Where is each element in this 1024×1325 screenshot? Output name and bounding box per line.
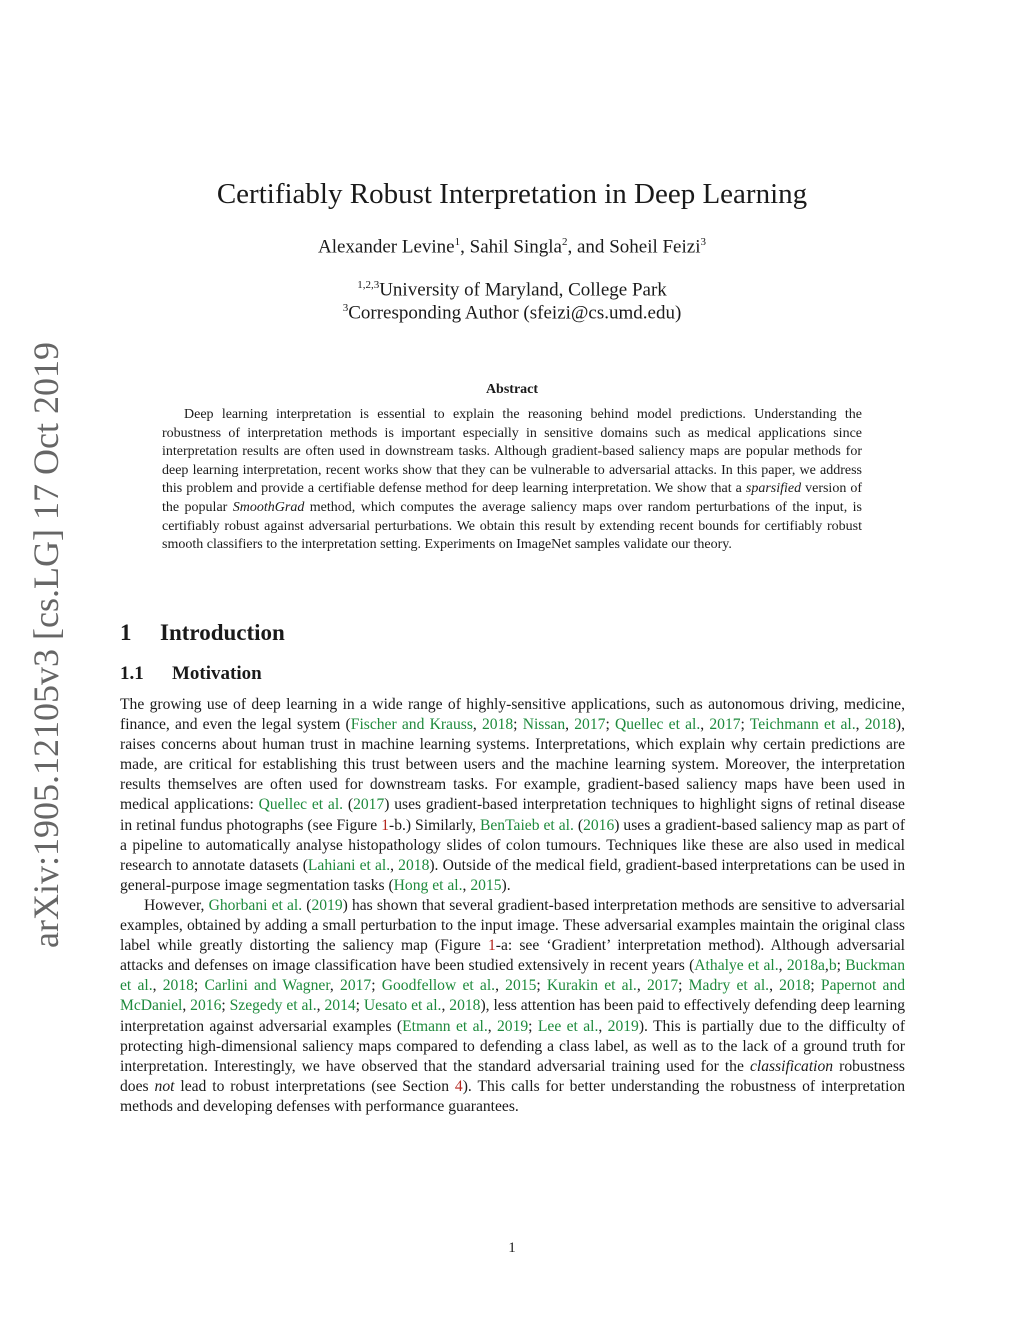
citation-link[interactable]: BenTaieb et al. [479, 816, 574, 834]
citation-link[interactable]: Nissan [522, 716, 566, 734]
citation-link[interactable]: Quellec et al. [258, 796, 344, 814]
subsection-number: 1.1 [120, 663, 144, 684]
body-text [120, 695, 905, 1117]
citation-link[interactable]: 2018 [162, 977, 194, 995]
citation-link[interactable]: 2018 [449, 997, 481, 1015]
author-affiliation-mark: 2 [562, 236, 568, 248]
author-affiliation-mark: 1 [454, 236, 461, 248]
citation-link[interactable]: Lee et al. [537, 1017, 599, 1035]
figure-reference-link[interactable]: 1 [487, 937, 496, 955]
page-number: 1 [508, 1240, 516, 1256]
citation-link[interactable]: Papernot and McDaniel [120, 977, 906, 1015]
affiliation-corresponding-author: $^3$Corresponding Author (sfeizi@cs.umd.edu) [342, 302, 682, 324]
citation-link[interactable]: 2019 [496, 1017, 529, 1035]
citation-link[interactable]: 2017 [340, 977, 372, 995]
author-name: Soheil Feizi [609, 236, 701, 258]
citation-link[interactable]: 2019 [311, 896, 343, 914]
citation-link[interactable]: Ghorbani et al. [208, 896, 303, 914]
citation-link[interactable]: Lahiani et al. [307, 856, 391, 874]
citation-link[interactable]: Madry et al. [688, 977, 770, 995]
subsection-heading [120, 663, 262, 685]
citation-link[interactable]: 2019 [607, 1017, 639, 1035]
arxiv-identifier-stamp: arXiv:1905.12105v3 [cs.LG] 17 Oct 2019 [26, 342, 66, 948]
citation-link[interactable]: Etmann et al. [402, 1017, 488, 1035]
citation-link[interactable]: 2016 [583, 816, 615, 834]
affiliation-university: $^{1,2,3}$University of Maryland, College Park [357, 279, 667, 301]
author-name: Sahil Singla [469, 236, 562, 258]
paragraph: However, Ghorbani et al. (2019) has shown that several gradient-based interpretation methods are sensitive to adversarial examples, obtained by adding a small perturbation to the input image. These adversarial examples maintain the original class label while greatly distorting the saliency map (Figure 1-a: see ‘Gradient’ interpretation method). Although adversarial attacks and defenses on image classification have been studied extensively in recent years (Athalye et al., 2018a,b; Buckman et al., 2018; Carlini and Wagner, 2017; Goodfellow et al., 2015; Kurakin et al., 2017; Madry et al., 2018; Papernot and McDaniel, 2016; Szegedy et al., 2014; Uesato et al., 2018), less attention has been paid to effectively defending deep learning interpretation against adversarial examples (Etmann et al., 2019; Lee et al., 2019). This is partially due to the difficulty of protecting high-dimensional saliency maps compared to defending a class label, as well as to the lack of a ground truth for interpretation. Interestingly, we have observed that the standard adversarial training used for the classification robustness does not lead to robust interpretations (see Section 4). This calls for better understanding the robustness of interpretation methods and developing defenses with performance guarantees. [120, 896, 906, 1115]
citation-link[interactable]: 2017 [709, 716, 741, 734]
paper-title: Certifiably Robust Interpretation in Deep Learning [216, 178, 808, 210]
citation-link[interactable]: b [828, 957, 837, 975]
citation-link[interactable]: Fischer and Krauss [350, 716, 473, 734]
citation-link[interactable]: Quellec et al. [614, 716, 701, 734]
paragraph: The growing use of deep learning in a wide range of highly-sensitive applications, such as autonomous driving, medicine, finance, and even the legal system (Fischer and Krauss, 2018; Nissan, 2017; Quellec et al., 2017; Teichmann et al., 2018), raises concerns about human trust in machine learning systems. Interpretations, which explain why certain predictions are made, are critical for establishing this trust between users and the machine learning system. Moreover, the interpretation results themselves are often used for downstream tasks. For example, gradient-based saliency maps have been used in medical applications: Quellec et al. (2017) uses gradient-based interpretation techniques to highlight signs of retinal disease in retinal fundus photographs (see Figure 1-b.) Similarly, BenTaieb et al. (2016) uses a gradient-based saliency map as part of a pipeline to automatically analyse histopathology slides of colon tumours. Techniques like these are also used in medical research to annotate datasets (Lahiani et al., 2018). Outside of the medical field, gradient-based interpretations can be used in general-purpose image segmentation tasks (Hong et al., 2015). [120, 696, 906, 894]
author-list: Alexander Levine$^1$, Sahil Singla$^2$, and Soheil Feizi$^3$ [317, 236, 706, 258]
citation-link[interactable]: Hong et al. [393, 876, 463, 894]
citation-link[interactable]: Athalye et al. [694, 957, 779, 975]
citation-link[interactable]: 2018a [786, 957, 825, 975]
section-title: Introduction [160, 620, 285, 645]
citation-link[interactable]: 2018 [779, 977, 811, 995]
citation-link[interactable]: 2018 [864, 716, 896, 734]
citation-link[interactable]: Teichmann et al. [749, 716, 856, 734]
citation-link[interactable]: 2016 [190, 997, 222, 1015]
citation-link[interactable]: Szegedy et al. [229, 997, 317, 1015]
section-reference-link[interactable]: 4 [454, 1077, 463, 1095]
section-heading [120, 620, 285, 646]
abstract-text: Deep learning interpretation is essential to explain the reasoning behind model predictions. Understanding the robustness of interpretation methods is important especially in sensitive domains such as medical applications since interpretation results are often used in downstream tasks. Although gradient-based saliency maps are popular methods for deep learning interpretation, recent works show that they can be vulnerable to adversarial attacks. In this paper, we address this problem and provide a certifiable defense method for deep learning interpretation. We show that a sparsified version of the popular SmoothGrad method, which computes the average saliency maps over random perturbations of the input, is certifiably robust against adversarial perturbations. We obtain this result by extending recent bounds for certifiably robust smooth classifiers to the interpretation setting. Experiments on ImageNet samples validate our theory. [162, 407, 862, 553]
subsection-title: Motivation [172, 663, 262, 684]
citation-link[interactable]: Uesato et al. [363, 997, 442, 1015]
citation-link[interactable]: 2017 [353, 796, 385, 814]
section-number: 1 [120, 620, 132, 645]
citation-link[interactable]: 2015 [505, 977, 537, 995]
citation-link[interactable]: 2018 [481, 716, 514, 734]
citation-link[interactable]: 2017 [646, 977, 679, 995]
author-affiliation-mark: 3 [700, 236, 706, 248]
citation-link[interactable]: Goodfellow et al. [381, 977, 496, 995]
abstract-heading: Abstract [485, 382, 539, 397]
citation-link[interactable]: Kurakin et al. [546, 977, 637, 995]
citation-link[interactable]: 2014 [324, 997, 356, 1015]
figure-reference-link[interactable]: 1 [381, 816, 389, 834]
citation-link[interactable]: Buckman et al. [120, 957, 905, 995]
citation-link[interactable]: 2015 [470, 876, 502, 894]
citation-link[interactable]: 2017 [574, 716, 606, 734]
author-name: Alexander Levine [317, 236, 455, 258]
citation-link[interactable]: 2018 [398, 856, 430, 874]
citation-link[interactable]: Carlini and Wagner [204, 977, 330, 995]
